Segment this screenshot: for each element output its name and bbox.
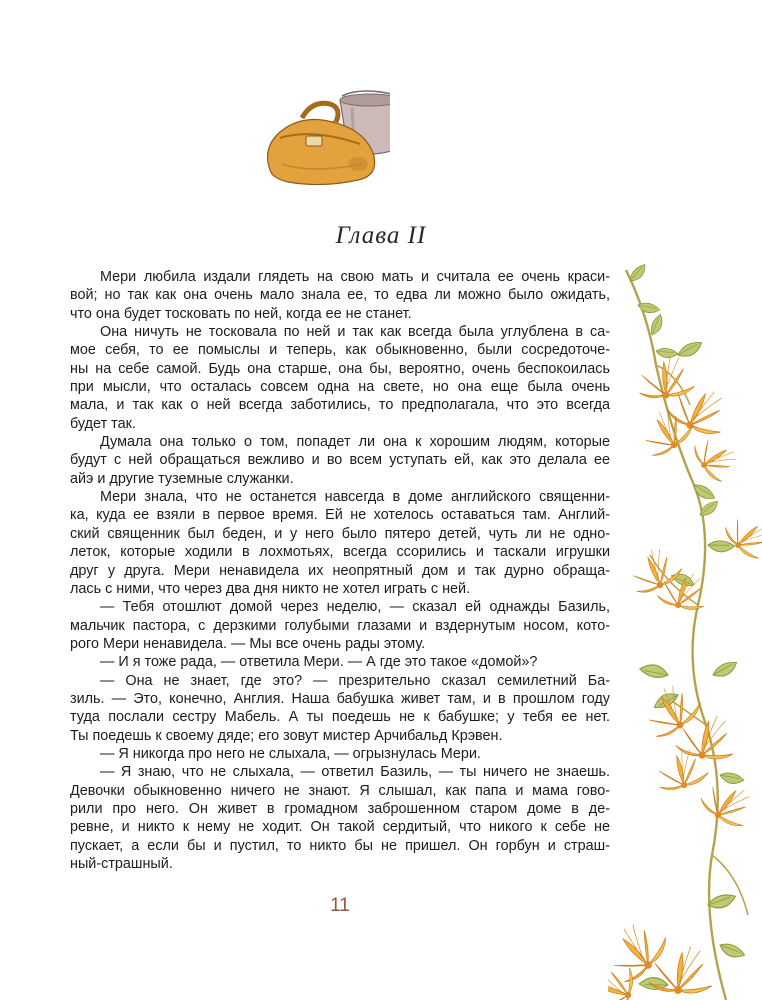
honeysuckle-flower-icon bbox=[640, 355, 695, 398]
text-line: рого Мери ненавидела. — Мы все очень рады этому. bbox=[70, 635, 426, 652]
text-line: ка, куда ее взяли в первое время. Ей не хотелось оставаться там. Англий- bbox=[70, 507, 610, 524]
text-line: — Она не знает, где это? — презрительно сказал семилетний Ба- bbox=[100, 672, 610, 689]
paragraph bbox=[70, 433, 610, 488]
text-line: Мери знала, что не останется навсегда в доме английского священни- bbox=[100, 489, 610, 506]
text-line: Она ничуть не тосковала по ней и так как всегда была углублена в са- bbox=[100, 324, 610, 341]
text-line: вой; но так как она очень мало знала ее, то едва ли можно было ожидать, bbox=[70, 287, 610, 304]
text-line: ный-страшный. bbox=[70, 856, 173, 872]
paragraph bbox=[70, 488, 610, 598]
text-line: зиль. — Это, конечно, Англия. Наша бабушка живет там, и в прошлом году bbox=[70, 690, 610, 707]
text-line: Ты поедешь к своему дяде; его зовут мистер Арчибальд Крэвен. bbox=[70, 727, 503, 744]
text-line: Думала она только о том, попадет ли она к хорошим людям, которые bbox=[100, 434, 610, 451]
text-line: Мери любила издали глядеть на свою мать и считала ее очень краси- bbox=[100, 269, 610, 285]
paragraph bbox=[70, 745, 610, 763]
paragraph bbox=[70, 763, 610, 873]
text-line: мала, и так как о ней всегда заботились, то предполагала, что это всегда bbox=[70, 397, 610, 414]
text-line: будет так. bbox=[70, 415, 136, 432]
text-line: ревне, и никто к нему не ходит. Он такой сердитый, что никого к себе не bbox=[70, 819, 610, 836]
text-line: будут с ней обращаться вежливо и во всем уступать ей, как это делала ее bbox=[70, 452, 610, 469]
text-line: — Я никогда про него не слыхала, — огрызнулась Мери. bbox=[100, 745, 481, 762]
paragraph bbox=[70, 672, 610, 745]
text-line: туда послали сестру Мабель. А ты поедешь не к бабушке; у тебя ее нет. bbox=[70, 709, 610, 726]
text-line: лась с ними, что через два дня никто не хотел играть с ней. bbox=[70, 580, 471, 597]
text-line: — Тебя отошлют домой через неделю, — сказал ей однажды Базиль, bbox=[100, 599, 610, 616]
text-line: ский священник был беден, и у него было пятеро детей, чуть ли не одно- bbox=[70, 525, 610, 542]
text-line: — Я знаю, что не слыхала, — ответил Базиль, — ты ничего не знаешь. bbox=[100, 764, 610, 781]
text-line: мальчик пастора, с дерзкими голубыми глазами и вздернутым носом, кото- bbox=[70, 617, 610, 634]
text-line: при мысли, что осталась совсем одна на свете, но она еще была очень bbox=[70, 379, 610, 396]
bag-and-bucket-illustration bbox=[262, 78, 390, 188]
text-line: рили про него. Он живет в громадном заброшенном старом доме в де- bbox=[70, 800, 610, 817]
text-line: пускает, а если бы и пустил, то никто бы не пришел. Он горбун и страш- bbox=[70, 837, 610, 854]
paragraph bbox=[70, 598, 610, 653]
paragraph bbox=[70, 323, 610, 433]
chapter-text bbox=[70, 268, 610, 873]
text-line: леток, которые ходили в лохмотьях, всегда ссорились и таскали игрушки bbox=[70, 544, 610, 561]
paragraph bbox=[70, 653, 610, 671]
page-number: 11 bbox=[330, 895, 350, 916]
honeysuckle-vine-illustration bbox=[608, 255, 762, 1000]
text-line: Девочки обыкновенно ничего не знают. Я слышал, как папа и мама гово- bbox=[70, 782, 610, 799]
text-line: друг у друга. Мери ненавидела их неопрятный дом и так дурно обраща- bbox=[70, 562, 610, 579]
chapter-title: Глава II bbox=[335, 222, 427, 249]
text-line: айэ и другие туземные служанки. bbox=[70, 470, 294, 487]
text-line: ны на себе самой. Будь она старше, она бы, вероятно, очень беспокоилась bbox=[70, 360, 610, 377]
text-line: — И я тоже рада, — ответила Мери. — А где это такое «домой»? bbox=[100, 654, 538, 671]
paragraph bbox=[70, 268, 610, 323]
text-line: мое себя, то ее помыслы и теперь, как обыкновенно, были сосредоточе- bbox=[70, 342, 610, 359]
text-line: что она будет тосковать по ней, когда ее не станет. bbox=[70, 305, 412, 322]
